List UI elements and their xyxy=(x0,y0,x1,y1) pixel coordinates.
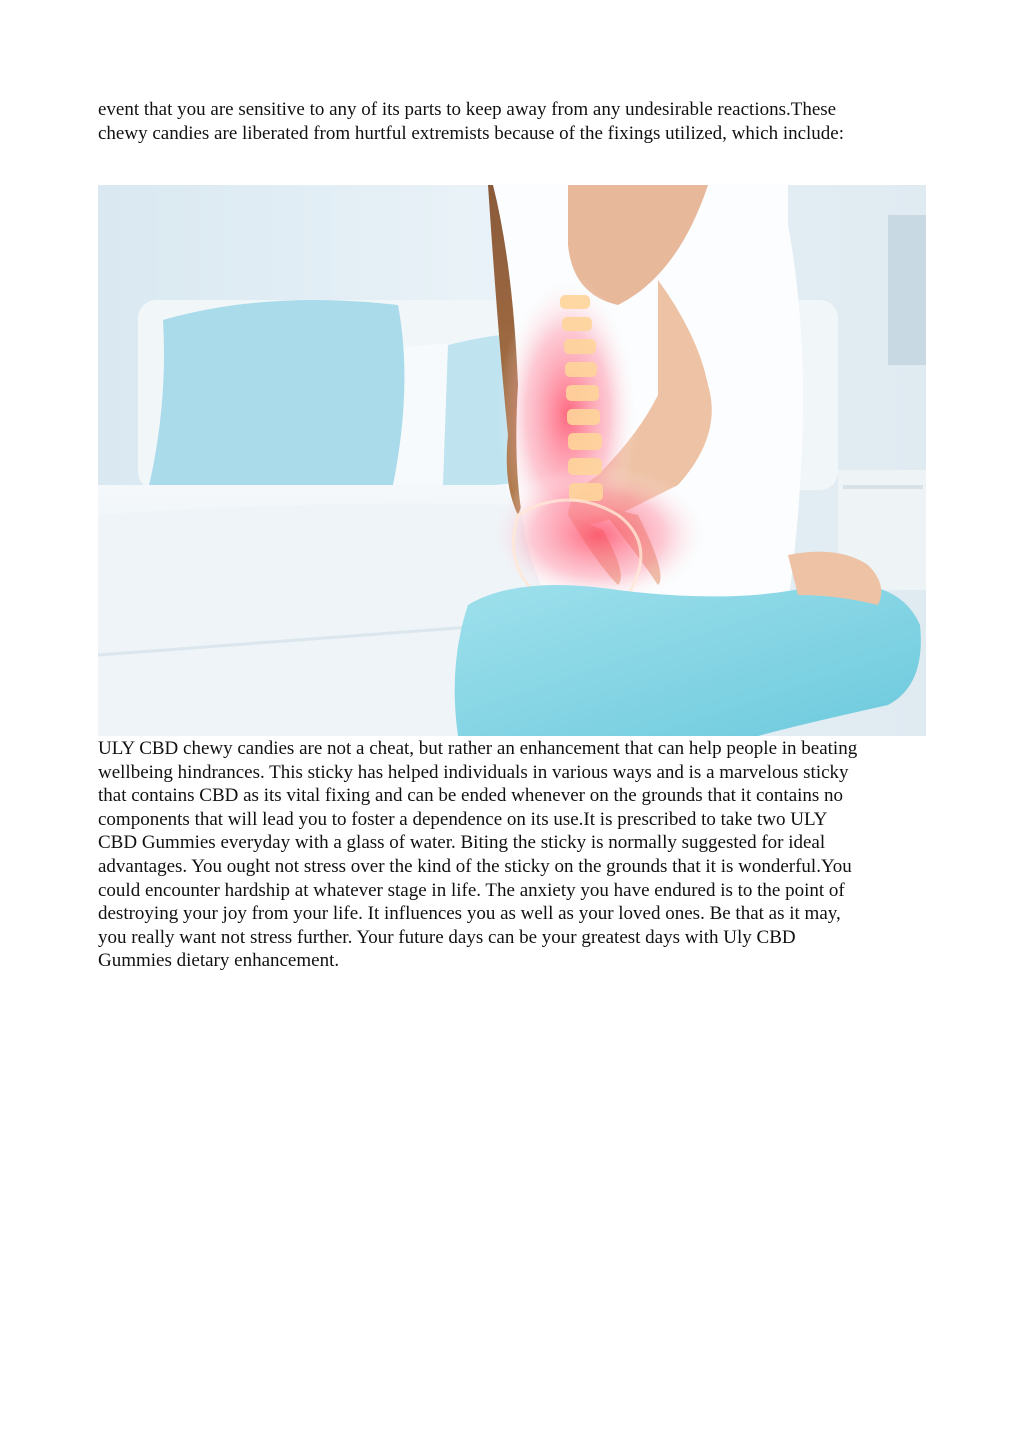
body-line: could encounter hardship at whatever stage in life. The anxiety you have endured is to the point of xyxy=(98,879,845,901)
body-line: ULY CBD chewy candies are not a cheat, but rather an enhancement that can help people in beating xyxy=(98,738,858,759)
body-line: CBD Gummies everyday with a glass of water. Biting the sticky is normally suggested for ideal xyxy=(98,832,826,854)
intro-paragraph xyxy=(98,98,928,145)
intro-line: event that you are sensitive to any of its parts to keep away from any undesirable reactions.These xyxy=(98,99,837,120)
body-line: Gummies dietary enhancement. xyxy=(98,950,340,972)
body-line: destroying your joy from your life. It influences you as well as your loved ones. Be that as it may, xyxy=(98,903,841,925)
intro-line: chewy candies are liberated from hurtful extremists because of the fixings utilized, which include: xyxy=(98,122,845,144)
body-line: advantages. You ought not stress over the kind of the sticky on the grounds that it is wonderful.You xyxy=(98,855,852,877)
body-paragraph xyxy=(98,737,928,973)
body-line: that contains CBD as its vital fixing and can be ended whenever on the grounds that it contains no xyxy=(98,785,844,807)
body-line: components that will lead you to foster a dependence on its use.It is prescribed to take two ULY xyxy=(98,808,828,830)
body-line: wellbeing hindrances. This sticky has helped individuals in various ways and is a marvelous sticky xyxy=(98,761,849,783)
back-pain-photo xyxy=(98,185,926,736)
body-line: you really want not stress further. Your future days can be your greatest days with Uly CBD xyxy=(98,926,796,948)
